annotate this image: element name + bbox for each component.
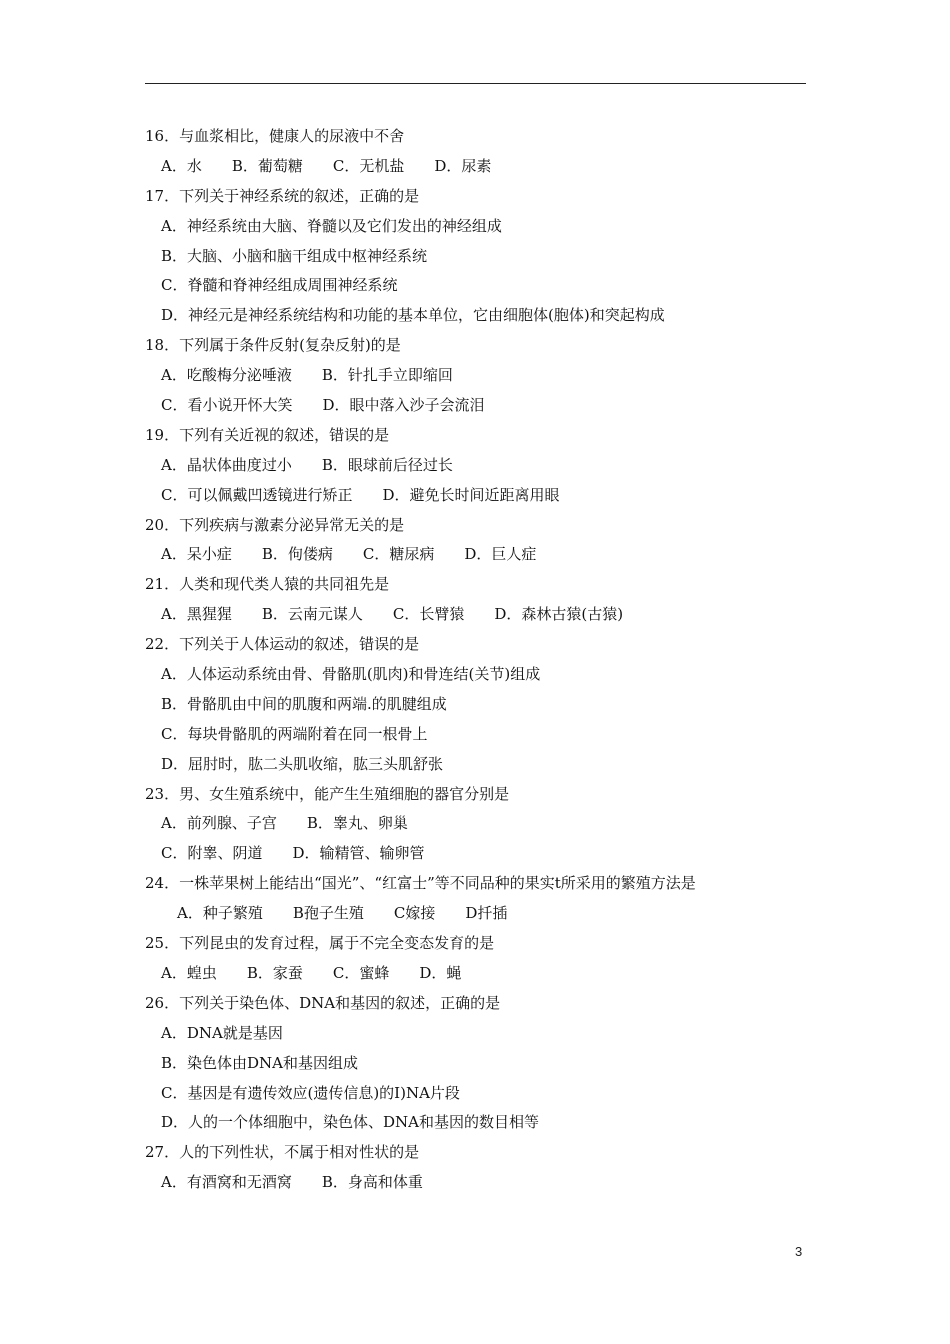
answer-option: D．眼中落入沙子会流泪 — [322, 396, 485, 415]
answer-option: C．脊髓和脊神经组成周围神经系统 — [161, 276, 398, 295]
answer-option: A．呆小症 — [161, 545, 232, 564]
answer-option: A．晶状体曲度过小 — [161, 455, 292, 474]
question-stem: 25．下列昆虫的发育过程，属于不完全变态发育的是 — [145, 934, 495, 953]
answer-option: B．针扎手立即缩回 — [321, 366, 453, 385]
answer-option: D．巨人症 — [464, 545, 537, 564]
answer-option: B．身高和体重 — [321, 1173, 423, 1192]
answer-option: C．附睾、阴道 — [161, 844, 263, 863]
option-row — [0, 212, 950, 242]
answer-option: B孢子生殖 — [292, 904, 364, 923]
option-row — [0, 1049, 950, 1079]
option-row — [0, 361, 950, 391]
answer-option: A．人体运动系统由骨、骨骼肌(肌肉)和骨连结(关节)组成 — [161, 665, 541, 684]
option-row — [0, 1108, 950, 1138]
question-stem: 22．下列关于人体运动的叙述，错误的是 — [145, 635, 420, 654]
option-row — [0, 839, 950, 869]
answer-option: D．蝇 — [419, 963, 462, 982]
answer-option: D扦插 — [465, 904, 508, 923]
answer-option: B．染色体由DNA和基因组成 — [161, 1053, 359, 1072]
question-stem: 17．下列关于神经系统的叙述，正确的是 — [145, 186, 420, 205]
option-row — [0, 271, 950, 301]
answer-option: B．睾丸、卵巢 — [306, 814, 408, 833]
question-stem: 20．下列疾病与激素分泌异常无关的是 — [145, 515, 405, 534]
option-row — [0, 690, 950, 720]
answer-option: A．水 — [161, 156, 202, 175]
question-list — [0, 122, 950, 1198]
answer-option: A．DNA就是基因 — [161, 1023, 283, 1042]
answer-option: B．大脑、小脑和脑干组成中枢神经系统 — [161, 246, 428, 265]
option-row — [0, 451, 950, 481]
answer-option: A．黑猩猩 — [161, 605, 232, 624]
option-row — [0, 899, 950, 929]
answer-option: A．有酒窝和无酒窝 — [161, 1173, 292, 1192]
option-row — [0, 1079, 950, 1109]
answer-option: A．吃酸梅分泌唾液 — [161, 366, 292, 385]
option-row — [0, 1019, 950, 1049]
option-row — [0, 660, 950, 690]
option-row — [0, 720, 950, 750]
question-stem: 23．男、女生殖系统中，能产生生殖细胞的器官分别是 — [145, 784, 510, 803]
page-number: 3 — [795, 1244, 803, 1259]
answer-option: C．可以佩戴凹透镜进行矫正 — [161, 485, 353, 504]
option-row — [0, 391, 950, 421]
answer-option: C嫁接 — [393, 904, 436, 923]
answer-option: D．神经元是神经系统结构和功能的基本单位，它由细胞体(胞体)和突起构成 — [161, 306, 665, 325]
question-stem: 26．下列关于染色体、DNA和基因的叙述，正确的是 — [145, 993, 501, 1012]
answer-option: C．每块骨骼肌的两端附着在同一根骨上 — [161, 724, 428, 743]
answer-option: D．尿素 — [434, 156, 492, 175]
question-stem: 18．下列属于条件反射(复杂反射)的是 — [145, 336, 401, 355]
answer-option: D．森林古猿(古猿) — [494, 605, 624, 624]
answer-option: C．看小说开怀大笑 — [161, 396, 293, 415]
answer-option: B．佝偻病 — [261, 545, 333, 564]
answer-option: D．人的一个体细胞中，染色体、DNA和基因的数目相等 — [161, 1113, 540, 1132]
option-row — [0, 1168, 950, 1198]
question-stem: 19．下列有关近视的叙述，错误的是 — [145, 425, 390, 444]
answer-option: B．云南元谋人 — [261, 605, 363, 624]
answer-option: C．蜜蜂 — [332, 963, 390, 982]
header-rule — [145, 83, 806, 84]
answer-option: C．长臂猿 — [392, 605, 465, 624]
answer-option: B．家蚕 — [246, 963, 303, 982]
answer-option: D．避免长时间近距离用眼 — [382, 485, 560, 504]
answer-option: B．眼球前后径过长 — [321, 455, 453, 474]
answer-option: B．骨骼肌由中间的肌腹和两端.的肌腱组成 — [161, 694, 447, 713]
question-stem: 16．与血浆相比，健康人的尿液中不舍 — [145, 127, 405, 145]
option-row — [0, 481, 950, 511]
option-row — [0, 152, 950, 182]
answer-option: A．种子繁殖 — [177, 904, 263, 923]
option-row — [0, 540, 950, 570]
answer-option: B．葡萄糖 — [231, 156, 303, 175]
option-row — [0, 242, 950, 272]
answer-option: A．前列腺、子宫 — [161, 814, 277, 833]
question-stem: 24．一株苹果树上能结出“国光”、“红富士”等不同品种的果实t所采用的繁殖方法是 — [145, 874, 696, 893]
answer-option: D．输精管、输卵管 — [292, 844, 425, 863]
option-row — [0, 809, 950, 839]
question-stem: 27．人的下列性状，不属于相对性状的是 — [145, 1143, 420, 1162]
answer-option: D．屈肘时，肱二头肌收缩，肱三头肌舒张 — [161, 754, 444, 773]
answer-option: C．无机盐 — [332, 156, 405, 175]
option-row — [0, 301, 950, 331]
answer-option: C．糖尿病 — [362, 545, 435, 564]
answer-option: A．蝗虫 — [161, 963, 217, 982]
option-row — [0, 959, 950, 989]
answer-option: C．基因是有遗传效应(遗传信息)的I)NA片段 — [161, 1083, 460, 1102]
question-stem: 21．人类和现代类人猿的共同祖先是 — [145, 575, 390, 594]
answer-option: A．神经系统由大脑、脊髓以及它们发出的神经组成 — [161, 216, 502, 235]
option-row — [0, 600, 950, 630]
option-row — [0, 750, 950, 780]
